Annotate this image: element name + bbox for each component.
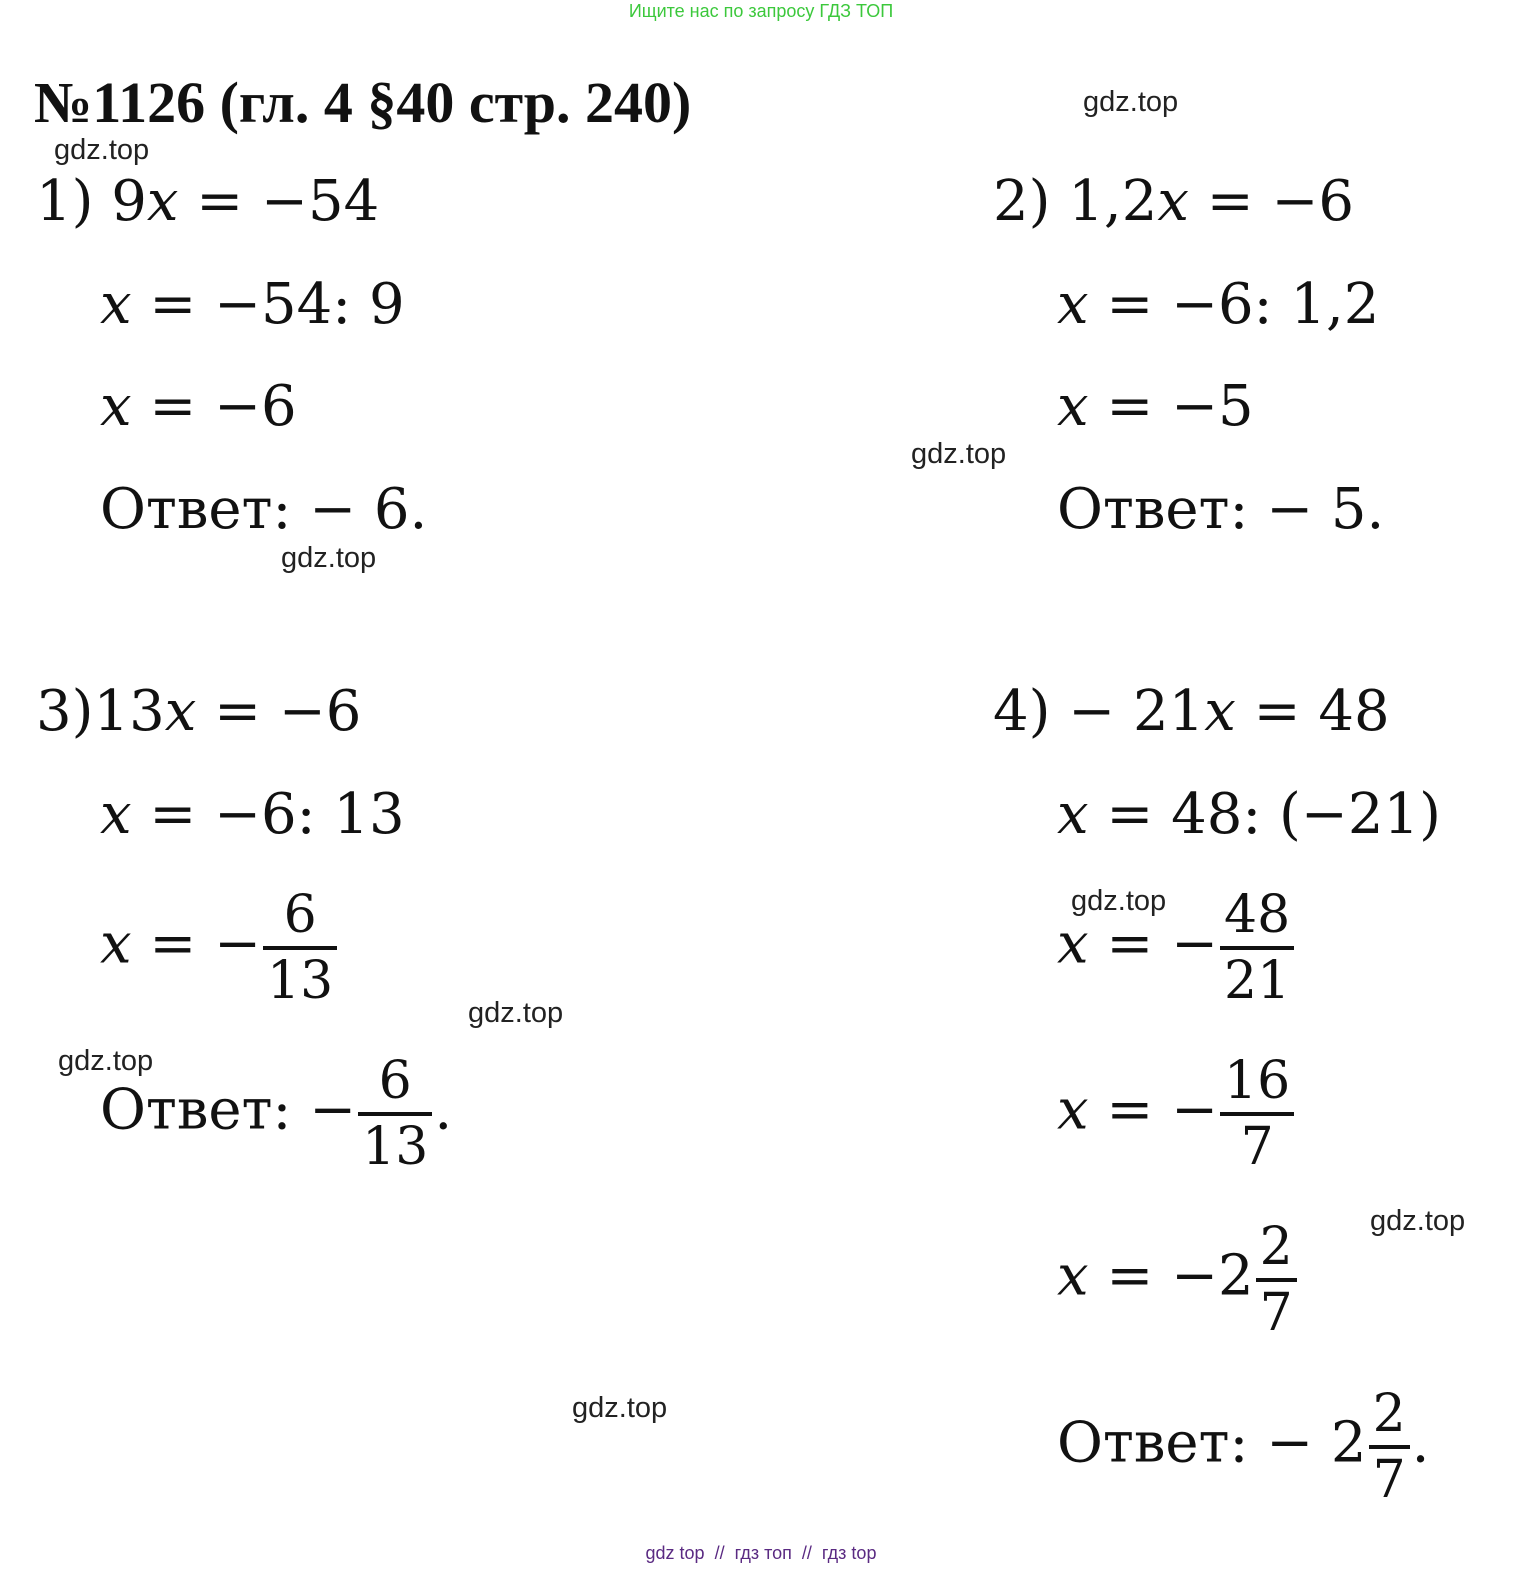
problem3-step2: [100, 884, 339, 1012]
problem1-step1: [100, 273, 405, 337]
problem1-line3: = −6: [131, 374, 297, 439]
problem3-line2: = −6: 13: [131, 782, 405, 847]
problem3-equation: [36, 680, 361, 744]
problem4-answer-prefix: − 2: [1248, 1410, 1367, 1476]
variable-x: x: [1057, 782, 1089, 847]
fraction-numerator: 16: [1220, 1050, 1294, 1116]
problem1-answer-value: − 6.: [291, 477, 428, 542]
watermark: gdz.top: [911, 438, 1007, 470]
problem4-line1-prefix: 4) − 21: [993, 679, 1205, 744]
problem1-line1-prefix: 1) 9: [36, 169, 147, 234]
footer-link[interactable]: гдз топ: [734, 1543, 792, 1563]
problem2-answer: [1057, 478, 1384, 542]
problem2-equation: [993, 170, 1354, 234]
variable-x: x: [1057, 1077, 1089, 1143]
variable-x: x: [146, 169, 179, 234]
fraction-numerator: 2: [1369, 1383, 1410, 1449]
watermark: gdz.top: [58, 1045, 154, 1077]
problem3-step1: [100, 783, 405, 847]
footer-separator: //: [714, 1543, 725, 1563]
watermark: gdz.top: [1071, 885, 1167, 917]
variable-x: x: [1057, 1243, 1089, 1309]
watermark: gdz.top: [1370, 1205, 1466, 1237]
problem4-line3-prefix: = −: [1088, 911, 1219, 977]
fraction: [1369, 1383, 1410, 1511]
fraction: [358, 1050, 432, 1178]
footer-separator: //: [801, 1543, 812, 1563]
variable-x: x: [1057, 272, 1089, 337]
problem4-line2: = 48: (−21): [1088, 782, 1441, 847]
variable-x: x: [100, 272, 132, 337]
fraction-denominator: 21: [1224, 951, 1291, 1011]
problem2-step1: [1057, 273, 1379, 337]
problem1-equation: [36, 170, 379, 234]
top-banner[interactable]: Ищите нас по запросу ГДЗ ТОП: [628, 1, 894, 21]
problem4-step4: [1057, 1216, 1299, 1344]
fraction-numerator: 6: [263, 884, 337, 950]
problem4-step1: [1057, 783, 1441, 847]
problem2-answer-value: − 5.: [1248, 477, 1385, 542]
fraction: [1220, 884, 1294, 1012]
fraction: [1256, 1216, 1297, 1344]
fraction-numerator: 6: [358, 1050, 432, 1116]
problem3-answer-prefix: −: [291, 1077, 357, 1143]
problem3-line1-suffix: = −6: [196, 679, 362, 744]
watermark: gdz.top: [54, 134, 150, 166]
fraction-denominator: 7: [1372, 1450, 1406, 1510]
problem4-equation: [993, 680, 1390, 744]
problem4-line5-prefix: = −2: [1088, 1243, 1254, 1309]
problem2-step2: [1057, 375, 1254, 439]
answer-label: Ответ:: [100, 477, 292, 542]
problem4-step3: [1057, 1050, 1296, 1178]
watermark: gdz.top: [1083, 86, 1179, 118]
problem2-line2: = −6: 1,2: [1088, 272, 1380, 337]
problem4-answer-suffix: .: [1411, 1410, 1430, 1476]
variable-x: x: [1157, 169, 1189, 234]
problem1-line1-suffix: = −54: [178, 169, 380, 234]
fraction-denominator: 7: [1240, 1117, 1274, 1177]
fraction: [1220, 1050, 1294, 1178]
footer-links: [0, 1542, 1522, 1564]
answer-label: Ответ:: [1057, 477, 1249, 542]
problem2-line1-suffix: = −6: [1188, 169, 1355, 234]
variable-x: x: [1057, 911, 1089, 977]
problem4-line4-prefix: = −: [1088, 1077, 1219, 1143]
watermark: gdz.top: [281, 542, 377, 574]
problem3-answer-suffix: .: [434, 1077, 453, 1143]
footer-link[interactable]: гдз top: [821, 1543, 877, 1563]
problem4-step2: [1057, 884, 1296, 1012]
problem2-line1-prefix: 2) 1,2: [993, 169, 1158, 234]
fraction-numerator: 48: [1220, 884, 1294, 950]
variable-x: x: [1204, 679, 1236, 744]
variable-x: x: [164, 679, 197, 744]
watermark: gdz.top: [468, 997, 564, 1029]
problem1-step2: [100, 375, 297, 439]
footer-link[interactable]: gdz top: [645, 1543, 705, 1563]
variable-x: x: [100, 911, 132, 977]
answer-label: Ответ:: [100, 1077, 292, 1143]
fraction-numerator: 2: [1256, 1216, 1297, 1282]
problem1-line2: = −54: 9: [131, 272, 405, 337]
fraction-denominator: 13: [267, 951, 334, 1011]
problem3-line3-prefix: = −: [131, 911, 262, 977]
problem4-line1-suffix: = 48: [1235, 679, 1390, 744]
page-title: №1126 (гл. 4 §40 стр. 240): [34, 70, 692, 135]
problem2-line3: = −5: [1088, 374, 1254, 439]
fraction-denominator: 13: [362, 1117, 429, 1177]
problem4-answer: [1057, 1383, 1429, 1511]
fraction: [263, 884, 337, 1012]
problem3-line1-prefix: 3)13: [36, 679, 165, 744]
watermark: gdz.top: [572, 1392, 668, 1424]
answer-label: Ответ:: [1057, 1410, 1249, 1476]
problem1-answer: [100, 478, 427, 542]
variable-x: x: [100, 782, 132, 847]
variable-x: x: [1057, 374, 1089, 439]
variable-x: x: [100, 374, 132, 439]
fraction-denominator: 7: [1259, 1283, 1293, 1343]
problem3-answer: [100, 1050, 452, 1178]
